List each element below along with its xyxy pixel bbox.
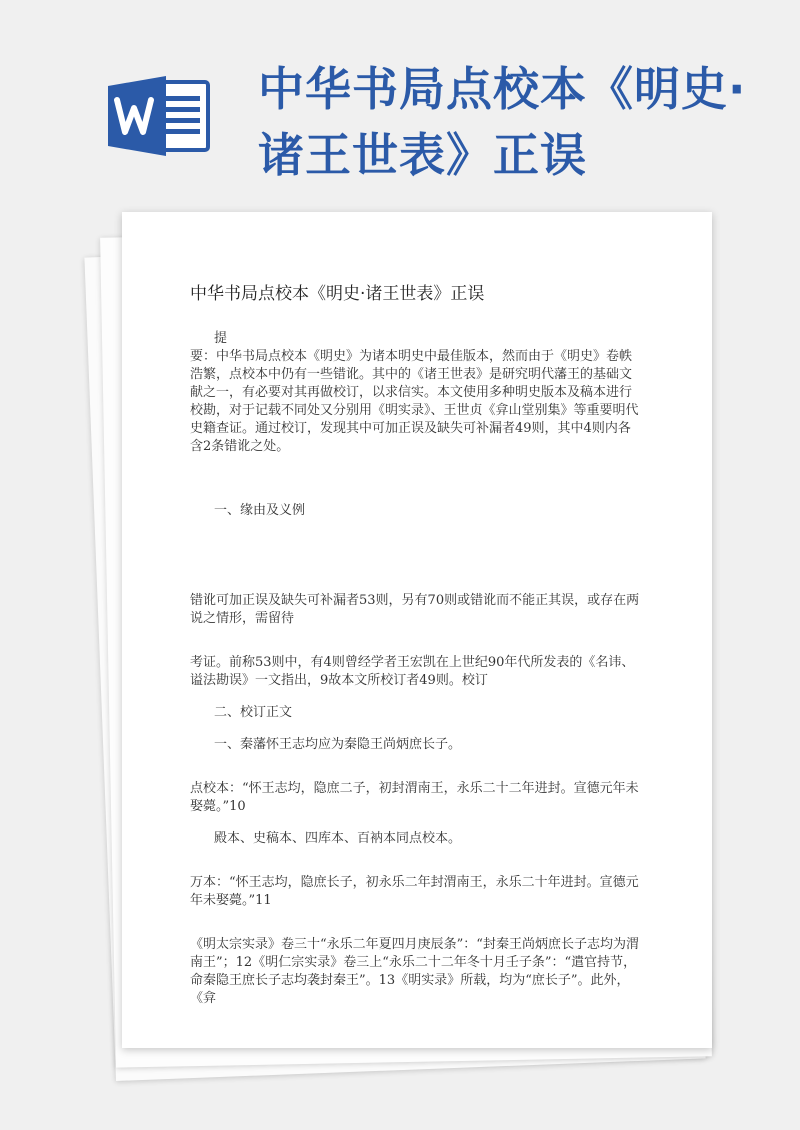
paragraph-3: 点校本：“怀王志均，隐庶二子，初封渭南王，永乐二十二年进封。宣德元年未娶薨。”10 — [190, 781, 639, 814]
banner-title: 中华书局点校本《明史·诸王世表》正误 — [258, 62, 747, 182]
document-title: 中华书局点校本《明史·诸王世表》正误 — [190, 284, 485, 304]
section-heading-1: 一、缘由及义例 — [214, 503, 306, 518]
section-heading-2: 二、校订正文 — [214, 705, 293, 720]
paragraph-5: 万本：“怀王志均，隐庶长子，初永乐二年封渭南王，永乐二十年进封。宣德元年未娶薨。”11 — [190, 875, 639, 908]
document-body — [190, 282, 640, 1008]
paragraph-6: 《明太宗实录》卷三十“永乐二年夏四月庚辰条”：“封秦王尚炳庶长子志均为渭南王”；12《明仁宗实录》卷三上“永乐二十二年冬十月壬子条”：“遣官持节，命秦隐王庶长子志均袭封秦王”。13《明实录》所载，均为“庶长子”。此外，《弇 — [190, 937, 639, 1006]
abstract-text: 要：中华书局点校本《明史》为诸本明史中最佳版本，然而由于《明史》卷帙浩繁，点校本中仍有一些错讹。其中的《诸王世表》是研究明代藩王的基础文献之一，有必要对其再做校订，以求信实。本文使用多种明史版本及稿本进行校勘，对于记载不同处又分别用《明实录》、王世贞《弇山堂别集》等重要明代史籍查证。通过校订，发现其中可加正误及缺失可补漏者49则，其中4则内各含2条错讹之处。 — [190, 349, 639, 454]
paragraph-2: 考证。前称53则中，有4则曾经学者王宏凯在上世纪90年代所发表的《名讳、谥法勘误》一文指出，9故本文所校订者49则。校订 — [190, 655, 635, 688]
paragraph-1: 错讹可加正误及缺失可补漏者53则，另有70则或错讹而不能正其误，或存在两说之情形，需留待 — [190, 593, 640, 626]
item-heading-1: 一、秦藩怀王志均应为秦隐王尚炳庶长子。 — [214, 737, 462, 752]
paragraph-4: 殿本、史稿本、四库本、百衲本同点校本。 — [214, 831, 462, 846]
word-logo-icon — [108, 76, 212, 156]
abstract-label: 提 — [214, 331, 228, 346]
